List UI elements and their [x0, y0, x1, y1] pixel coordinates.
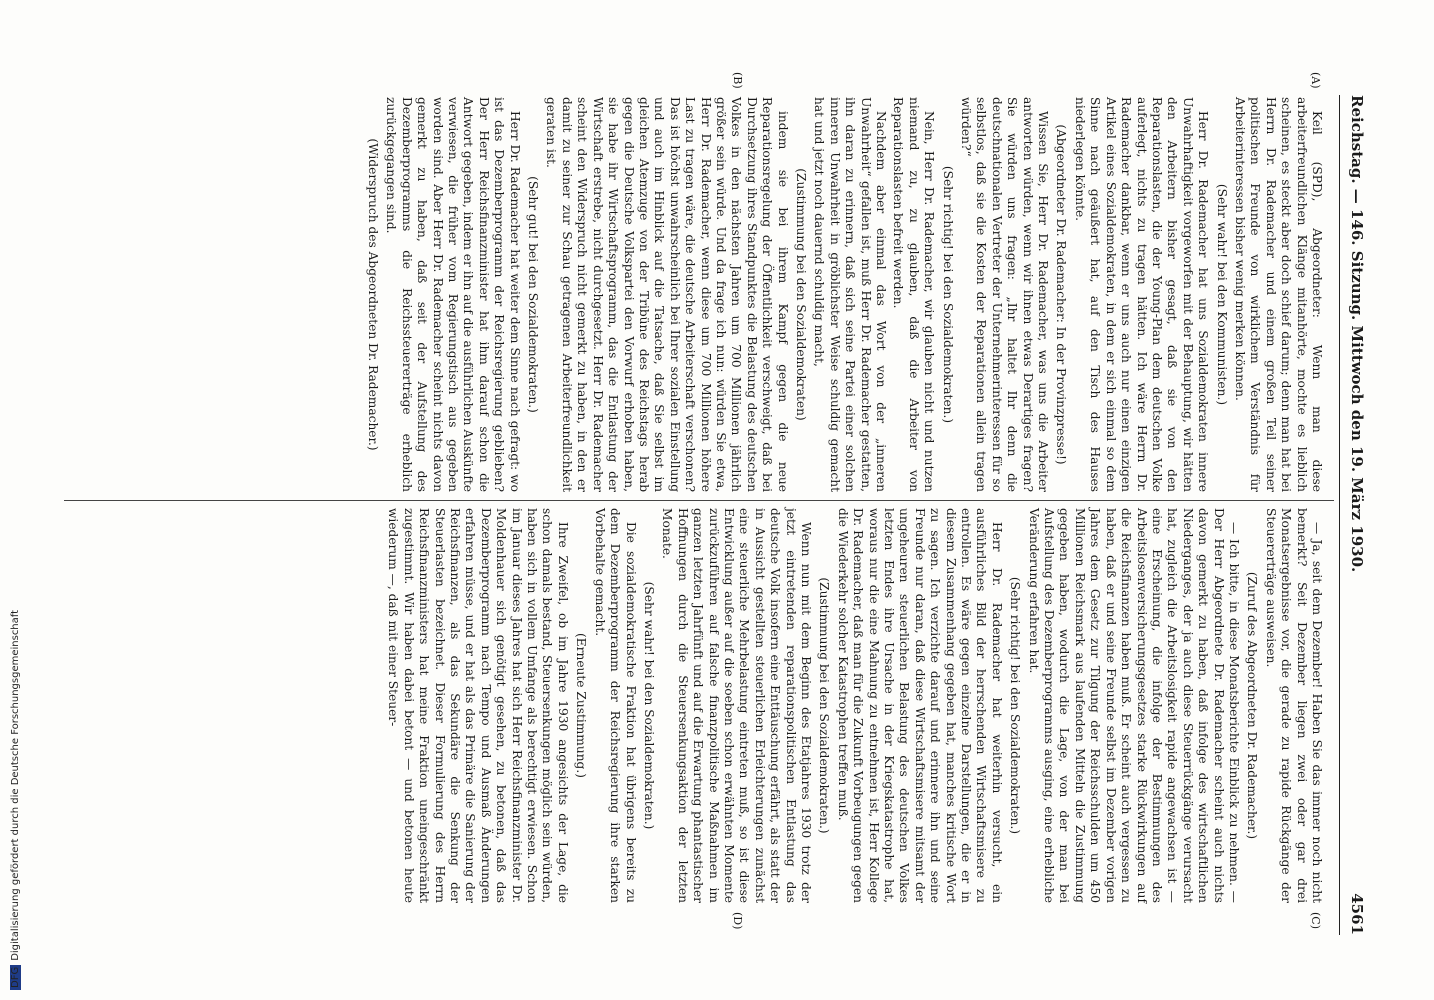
interjection: (Abgeordneter Dr. Rademacher: In der Provinzpresse!): [1054, 124, 1069, 465]
paragraph: Herr Dr. Rademacher hat weiter dem Sinne nach gefragt: wo ist das Dezemberprogramm der Reichsregierung geblieben? Der Herr Reichsfinanzminister hat ihm darauf schon die Antwort gegeben, indem er ihn auf die ausführlichen Auskünfte verwiesen, die früher vom Regierungstisch aus gegeben worden sind. Aber Herr Dr. Rademacher scheint nichts davon gemerkt zu haben, daß seit der Aufstellung des Dezemberprogramms die Reichssteuererträge erheblich zurückgegangen sind.: [384, 97, 522, 492]
paragraph: Ihre Zweifel, ob im Jahre 1930 angesichts der Lage, die schon damals bestand, Steuersenkungen möglich sein würden, haben sich in vollem Umfange als berechtigt erwiesen. Schon im Januar dieses Jahres hat sich Herr Reichsfinanzminister Dr. Moldenhauer sich genötigt gesehen, zu betonen, daß das Dezemberprogramm nach Tempo und Ausmaß Änderungen erfahren müsse, und er hat als das Primäre die Sanierung der Reichsfinanzen, als das Sekundäre die Senkung der Steuerlasten bezeichnet. Dieser Formulierung des Herrn Reichsfinanzministers hat meine Fraktion uneingeschränkt zugestimmt. Wir haben dabei betont — und betonen heute wiederum —, daß mit einer Steuer-: [386, 508, 570, 903]
paragraph: — Ja, seit dem Dezember! Haben Sie das immer noch nicht bemerkt? Seit Dezember liegen zwei oder gar drei Monatsergebnisse vor, die gerade zu rapide Rückgänge der Steuererträge ausweisen.: [1263, 508, 1324, 903]
paragraph: Herr Dr. Rademacher hat uns Sozialdemokraten innere Unwahrhaftigkeit vorgeworfen mit der Behauptung, wir hätten den Arbeitern bisher gesagt, daß sie von den Reparationslasten, die der Young-Plan dem deutschen Volke auferlegt, nichts zu tragen hätten. Ich wäre Herrn Dr. Rademacher dankbar, wenn er uns auch nur einen einzigen Artikel eines Sozialdemokraten, in dem er sich einmal so dem Sinne nach geäußert hat, auf den Tisch des Hauses niederlegen könnte.: [1072, 97, 1211, 492]
paragraph: indem sie bei ihrem Kampf gegen die neue Reparationsregelung der Öffentlichkeit verschweigt, daß bei Durchsetzung ihres Standpunktes die Belastung des deutschen Volkes in den nächsten Jahren um 700 Millionen jährlich größer sein würde. Und da frage ich nun: würden Sie etwa, Herr Dr. Rademacher, wenn diese um 700 Millionen höhere Last zu tragen wäre, die deutsche Arbeiterschaft verschonen? Das ist höchst unwahrscheinlich bei Ihrer sozialen Einstellung und auch im Hinblick auf die Tatsache, daß Sie selbst im gleichen Atemzuge von der Tribüne des Reichstags herab gegen die Deutsche Volkspartei den Vorwurf erhoben haben, sie habe ihr Wirtschaftsprogramm, das die Entlastung der Wirtschaft erstrebe, nicht durchgesetzt. Herr Dr. Rademacher scheint den Widerspruch nicht gemerkt zu haben, in den er damit zu seiner zur Schau getragenen Arbeiterfreundlichkeit geraten ist.: [544, 97, 790, 492]
page-number: 4561: [1348, 893, 1366, 935]
interjection: (Sehr richtig! bei den Sozialdemokraten.): [940, 165, 955, 424]
interjection: (Sehr richtig! bei den Sozialdemokraten.): [1008, 576, 1023, 835]
right-text-column: [383, 508, 1324, 903]
paragraph: Nachdem aber einmal das Wort von der „inneren Unwahrheit“ gefallen ist, muß Herr Dr. Rademacher gestatten, ihn daran zu erinnern, daß sich seine Partei einer solchen inneren Unwahrheit in gröblichster Weise schuldig gemacht hat und jetzt noch dauernd schuldig macht,: [812, 97, 889, 492]
dfg-logo: DFG: [10, 966, 21, 988]
margin-mark-b: (B): [731, 72, 744, 89]
footer-text: Digitalisierung gefördert durch die Deutsche Forschungsgemeinschaft: [10, 609, 21, 961]
left-text-column: [362, 97, 1324, 492]
footer-credit: [10, 610, 21, 990]
paragraph: Nein, Herr Dr. Rademacher, wir glauben nicht und nutzen niemand zu, zu glauben, daß die Arbeiter von Reparationslasten befreit werden.: [891, 97, 937, 492]
paragraph: Wissen Sie, Herr Dr. Rademacher, was uns die Arbeiter antworten würden, wenn wir ihnen etwas Derartiges fragen? Sie würden uns fragen: „Ihr haltet Ihr denn die deutschnationalen Vertreter der Unternehmerinteressen für so selbstlos, daß sie die Kosten der Reparationen allein tragen würden?“: [959, 97, 1051, 492]
interjection: (Sehr wahr! bei den Sozialdemokraten.): [641, 581, 656, 830]
interjection: (Sehr wahr! bei den Kommunisten.): [1214, 183, 1229, 406]
interjection: (Widerspruch des Abgeordneten Dr. Rademacher.): [366, 138, 381, 451]
interjection: (Zuruf des Abgeordneten Dr. Rademacher.): [1245, 571, 1260, 840]
margin-mark-a: (A): [1309, 72, 1322, 89]
margin-mark-c: (C): [1309, 912, 1322, 929]
paragraph: Keil (SPD), Abgeordneter: Wenn man diese arbeiterfreundlichen Klänge mitanhörte, mochte es lieblich scheinen, es steckt aber doch schief darum; denn man hat bei Herrn Dr. Rademacher und einem großen Teil seiner politischen Freunde von wirklichem Verständnis für Arbeiterinteressen bisher wenig merken können.: [1232, 97, 1324, 492]
paragraph: — Ich bitte, in diese Monatsberichte Einblick zu nehmen. — Der Herr Abgeordnete Dr. Rademacher scheint auch nichts davon gemerkt zu haben, daß infolge des wirtschaftlichen Niederganges, der ja auch diese Steuerrückgänge verursacht hat, zugleich die Arbeitslosigkeit rapide angewachsen ist — eine Erscheinung, die infolge der Bestimmungen des Arbeitslosenversicherungsgesetzes starke Rückwirkungen auf die Reichsfinanzen haben muß. Er scheint auch vergessen zu haben, daß er und seine Freunde selbst im Dezember vorigen Jahres dem Gesetz zur Tilgung der Reichsschulden um 450 Millionen Reichsmark aus laufenden Mitteln die Zustimmung gegeben haben, wodurch die Lage, von der man bei Aufstellung des Dezemberprogramms ausging, eine erhebliche Veränderung erfahren hat.: [1026, 508, 1241, 903]
page-header: [1342, 95, 1366, 935]
paragraph: Wenn nun mit dem Beginn des Etatjahres 1930 trotz der jetzt eintretenden reparationspolitischen Entlastung das deutsche Volk insofern eine Enttäuschung erfährt, als statt der in Aussicht gestellten steuerlichen Erleichterungen zunächst eine steuerliche Mehrbelastung eintreten muß, so ist diese Entwicklung außer auf die soeben schon erwähnten Momente zurückzuführen auf falsche finanzpolitische Maßnahmen im ganzen letzten Jahrfünft und auf die Erwartung phantastischer Hoffnungen durch die Steuersenkungsaktion der letzten Monate.: [660, 508, 813, 903]
interjection: (Erneute Zustimmung.): [574, 633, 589, 778]
margin-mark-d: (D): [731, 912, 744, 930]
header-rule: [1339, 95, 1340, 935]
footer-strip: [0, 0, 20, 1000]
column-divider: [64, 500, 1334, 501]
header-title: Reichstag. — 146. Sitzung. Mittwoch den 19. März 1930.: [1348, 95, 1366, 573]
interjection: (Sehr gut! bei den Sozialdemokraten.): [526, 176, 541, 413]
paragraph: Die sozialdemokratische Fraktion hat übrigens bereits zu dem Dezemberprogramm der Reichsregierung ihre starken Vorbehalte gemacht.: [592, 508, 638, 903]
interjection: (Zustimmung bei den Sozialdemokraten): [794, 168, 808, 421]
paragraph: Herr Dr. Rademacher hat weiterhin versucht, ein ausführliches Bild der herrschenden Wirtschaftsmisere zu entrollen. Es wäre gegen einzelne Darstellungen, die er in diesem Zusammenhang gegeben hat, manches kritische Wort zu sagen. Ich verzichte darauf und erinnere ihn und seine Freunde nur daran, daß diese Wirtschaftsmisere mitsamt der ungeheuren steuerlichen Belastung des deutschen Volkes letzten Endes ihre Ursache in der Kriegskatastrophe hat, woraus nur die eine Mahnung zu entnehmen ist, Herr Kollege Dr. Rademacher, daß man für die Zukunft Vorbeugungen gegen die Wiederkehr solcher Katastrophen treffen muß.: [835, 508, 1004, 903]
interjection: (Zustimmung bei den Sozialdemokraten.): [817, 577, 832, 834]
